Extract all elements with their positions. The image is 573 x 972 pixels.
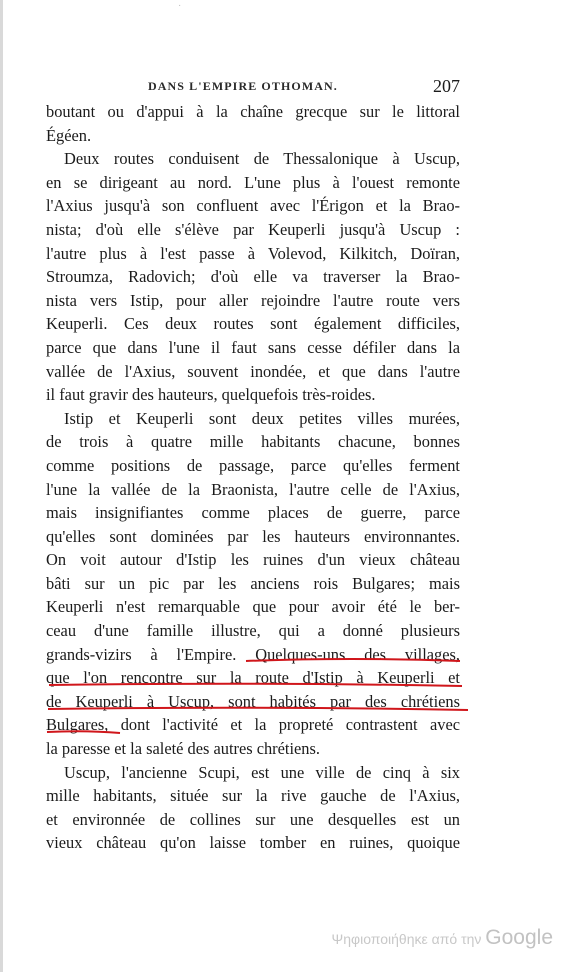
text-line: nista vers Istip, pour aller rejoindre l'autre route vers (46, 290, 460, 310)
text-line: Bulgares, dont l'activité et la propreté contrastent avec (46, 715, 460, 735)
text-line: Deux routes conduisent de Thessalonique à Uscup, (64, 149, 460, 169)
text-line: de Keuperli à Uscup, sont habités par des chrétiens (46, 691, 460, 711)
text-line: Stroumza, Radovich; d'où elle va traverser la Brao- (46, 267, 460, 287)
body-text (46, 100, 460, 855)
text-line: de trois à quatre mille habitants chacune, bonnes (46, 432, 460, 452)
text-line: Istip et Keuperli sont deux petites villes murées, (64, 408, 460, 428)
text-line: parce que dans l'une il faut sans cesse défiler dans la (46, 337, 460, 357)
text-line: Keuperli. Ces deux routes sont également difficiles, (46, 314, 460, 334)
watermark-brand: Google (485, 926, 553, 949)
text-line: en se dirigeant au nord. L'une plus à l'ouest remonte (46, 172, 460, 192)
text-line: vieux château qu'on laisse tomber en ruines, quoique (46, 833, 460, 853)
text-line: comme positions de passage, parce qu'elles ferment (46, 455, 460, 475)
text-line: et environnée de collines sur une desquelles est un (46, 809, 460, 829)
text-line: Uscup, l'ancienne Scupi, est une ville de cinq à six (64, 762, 460, 782)
page-number: 207 (433, 76, 460, 96)
text-line: la paresse et la saleté des autres chrétiens. (46, 739, 320, 759)
digitization-watermark (332, 926, 553, 950)
text-line: mille habitants, située sur la rive gauche de l'Axius, (46, 786, 460, 806)
text-line: boutant ou d'appui à la chaîne grecque sur le littoral (46, 102, 460, 121)
text-line: ceau d'une famille illustre, qui a donné plusieurs (46, 621, 460, 641)
text-line: vallée de l'Axius, souvent inondée, et que dans l'autre (46, 361, 460, 381)
text-line: que l'on rencontre sur la route d'Istip à Keuperli et (46, 668, 460, 688)
text-line: il faut gravir des hauteurs, quelquefois très-roides. (46, 385, 376, 405)
text-line: l'autre plus à l'est passe à Volevod, Kilkitch, Doïran, (46, 243, 460, 263)
text-line: nista; d'où elle s'élève par Keuperli jusqu'à Uscup : (46, 219, 460, 239)
text-line: On voit autour d'Istip les ruines d'un vieux château (46, 550, 460, 570)
text-line: qu'elles sont dominées par les hauteurs environnantes. (46, 526, 460, 546)
text-line: Égéen. (46, 125, 92, 145)
text-line: l'une la vallée de la Braonista, l'autre celle de l'Axius, (46, 479, 460, 499)
text-line: grands-vizirs à l'Empire. Quelques-uns des villages, (46, 644, 460, 664)
text-line: mais insignifiantes comme places de guerre, parce (46, 503, 460, 523)
scan-speck: · (178, 0, 182, 11)
scan-left-edge (0, 0, 3, 972)
text-line: l'Axius jusqu'à son confluent avec l'Érigon et la Brao- (46, 196, 460, 216)
watermark-prefix: Ψηφιοποιήθηκε από την (331, 931, 482, 947)
running-head: DANS L'EMPIRE OTHOMAN. (148, 79, 338, 93)
text-line: bâti sur un pic par les anciens rois Bulgares; mais (46, 573, 460, 593)
page-header (140, 76, 460, 96)
text-line: Keuperli n'est remarquable que pour avoir été le ber- (46, 597, 460, 617)
